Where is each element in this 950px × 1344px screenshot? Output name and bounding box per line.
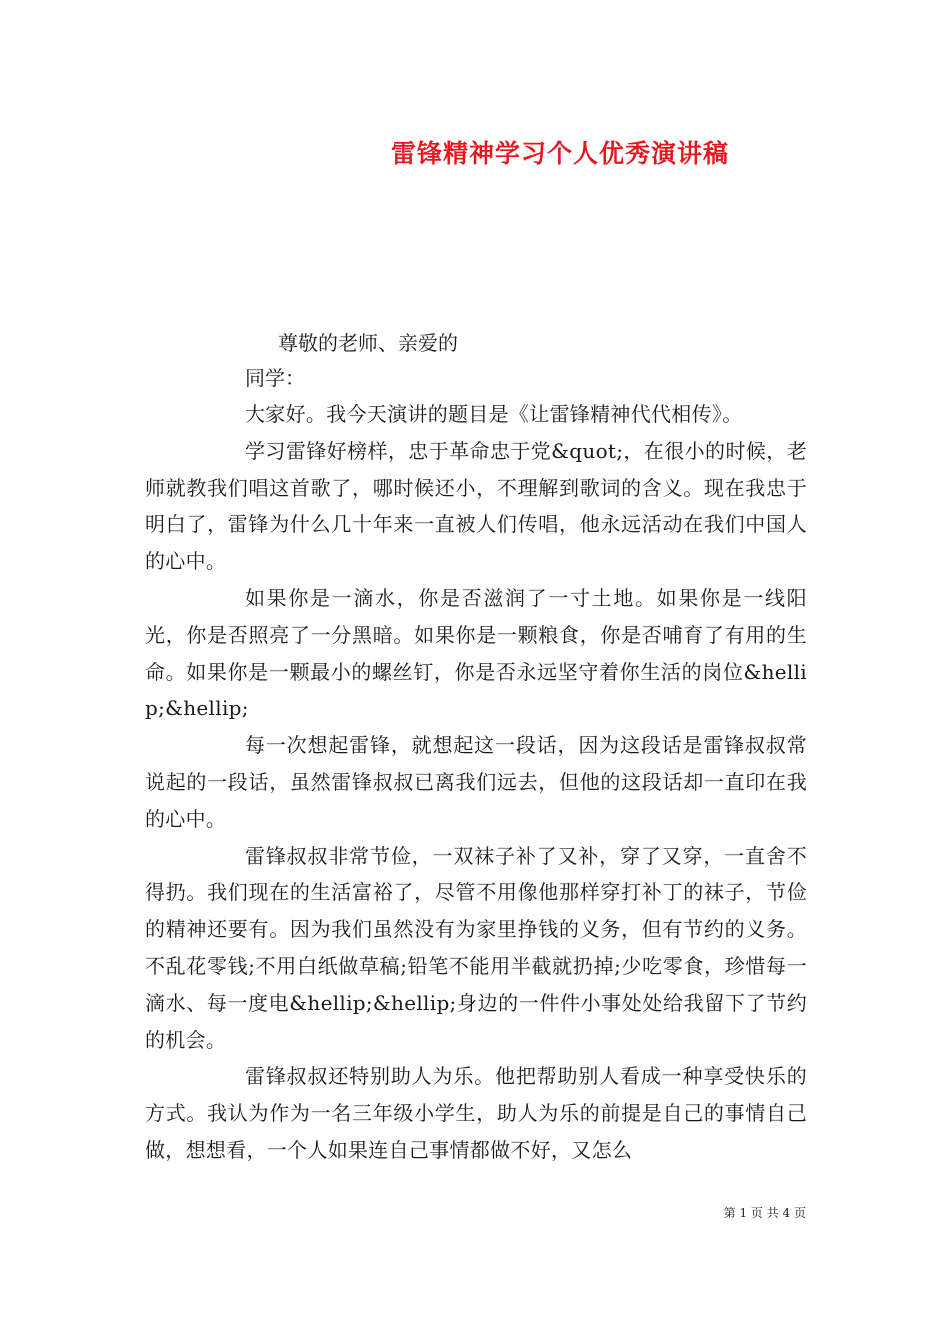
salutation [245, 326, 638, 396]
paragraph-frugal: 雷锋叔叔非常节俭，一双袜子补了又补，穿了又穿，一直舍不得扔。我们现在的生活富裕了，尽管不用像他那样穿打补丁的袜子，节俭的精神还要有。因为我们虽然没有为家里挣钱的义务，但有节约的义务。不乱花零钱;不用白纸做草稿;铅笔不能用半截就扔掉;少吃零食，珍惜每一滴水、每一度电&hellip;&hellip;身边的一件件小事处处给我留下了节约的机会。 [145, 843, 807, 1052]
salutation-line-1: 尊敬的老师、亲爱的 [278, 331, 458, 355]
salutation-line-2: 同学： [245, 366, 305, 390]
paragraph-helping: 雷锋叔叔还特别助人为乐。他把帮助别人看成一种享受快乐的方式。我认为作为一名三年级小学生，助人为乐的前提是自己的事情自己做，想想看，一个人如果连自己事情都做不好，又怎么 [145, 1064, 807, 1162]
speech-body [145, 396, 807, 1169]
paragraph-remember: 每一次想起雷锋，就想起这一段话，因为这段话是雷锋叔叔常说起的一段话，虽然雷锋叔叔已离我们远去，但他的这段话却一直印在我的心中。 [145, 733, 807, 831]
paragraph-song: 学习雷锋好榜样，忠于革命忠于党&quot;，在很小的时候，老师就教我们唱这首歌了，哪时候还小，不理解到歌词的含义。现在我忠于明白了，雷锋为什么几十年来一直被人们传唱，他永远活动在我们中国人的心中。 [145, 438, 807, 574]
paragraph-greeting: 大家好。我今天演讲的题目是《让雷锋精神代代相传》。 [245, 402, 743, 426]
document-title: 雷锋精神学习个人优秀演讲稿 [390, 139, 729, 168]
page-number: 第 1 页 共 4 页 [723, 1206, 806, 1220]
paragraph-water-drop: 如果你是一滴水，你是否滋润了一寸土地。如果你是一线阳光，你是否照亮了一分黑暗。如果你是一颗粮食，你是否哺育了有用的生命。如果你是一颗最小的螺丝钉，你是否永远坚守着你生活的岗位&hellip;&hellip; [145, 585, 807, 721]
